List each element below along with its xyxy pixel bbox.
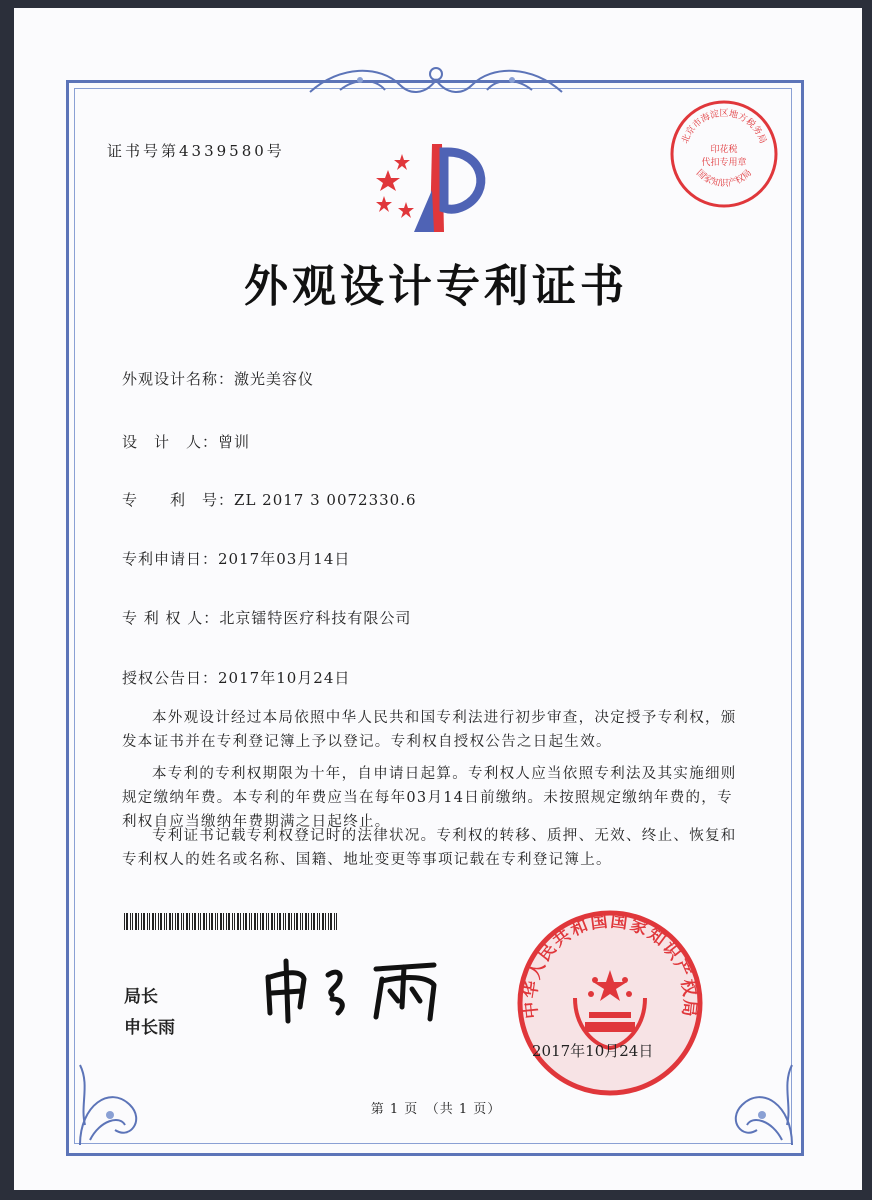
field-label: 专利申请日： xyxy=(122,550,219,568)
body-paragraph-3 xyxy=(122,824,737,872)
svg-text:国家知识产权局 xyxy=(694,167,754,189)
barcode-bar xyxy=(160,913,162,930)
barcode-bar xyxy=(249,913,250,930)
barcode-bar xyxy=(194,913,196,930)
field-patent-number xyxy=(122,489,417,510)
field-application-date xyxy=(122,548,350,569)
barcode-bar xyxy=(147,913,148,930)
field-label: 设 计 人： xyxy=(122,433,219,451)
barcode-bar xyxy=(311,913,312,930)
page-indicator: 第 1 页 （共 1 页） xyxy=(370,1102,502,1117)
barcode-bar xyxy=(215,913,216,930)
barcode-bar xyxy=(223,913,224,930)
barcode-bar xyxy=(305,913,307,930)
barcode-bar xyxy=(245,913,247,930)
barcode-bar xyxy=(277,913,278,930)
barcode-bar xyxy=(198,913,199,930)
field-label: 授权公告日： xyxy=(122,669,219,687)
barcode xyxy=(124,913,339,930)
barcode-bar xyxy=(313,913,315,930)
barcode-bar xyxy=(200,913,201,930)
barcode-bar xyxy=(226,913,227,930)
barcode-bar xyxy=(330,913,332,930)
barcode-bar xyxy=(262,913,264,930)
handwritten-signature xyxy=(258,955,448,1025)
patent-office-logo xyxy=(374,140,514,240)
barcode-bar xyxy=(211,913,213,930)
tax-stamp-bottom-text: 国家知识产权局 xyxy=(693,168,755,190)
barcode-bar xyxy=(209,913,210,930)
office-seal-text: 中华人民共和国国家知识产权局 xyxy=(520,911,700,1020)
barcode-bar xyxy=(138,913,139,930)
field-value: 2017年10月24日 xyxy=(218,669,351,687)
field-label: 专 利 权 人： xyxy=(122,609,220,627)
barcode-bar xyxy=(271,913,273,930)
barcode-bar xyxy=(279,913,281,930)
barcode-bar xyxy=(181,913,182,930)
barcode-bar xyxy=(143,913,145,930)
barcode-bar xyxy=(291,913,292,930)
barcode-bar xyxy=(192,913,193,930)
barcode-bar xyxy=(141,913,142,930)
barcode-bar xyxy=(183,913,184,930)
barcode-bar xyxy=(319,913,320,930)
barcode-bar xyxy=(172,913,173,930)
barcode-bar xyxy=(220,913,222,930)
body-paragraph-1 xyxy=(122,706,737,754)
field-label: 专 利 号： xyxy=(122,491,235,509)
barcode-bar xyxy=(308,913,309,930)
barcode-bar xyxy=(234,913,235,930)
barcode-bar xyxy=(254,913,256,930)
barcode-bar xyxy=(232,913,233,930)
barcode-bar xyxy=(243,913,244,930)
barcode-bar xyxy=(317,913,318,930)
barcode-bar xyxy=(164,913,165,930)
barcode-bar xyxy=(175,913,176,930)
barcode-bar xyxy=(274,913,275,930)
barcode-bar xyxy=(130,913,131,930)
barcode-bar xyxy=(177,913,179,930)
paragraph-line: 规定缴纳年费。本专利的年费应当在每年03月14日前缴纳。未按照规定缴纳年费的，专 xyxy=(122,790,733,806)
barcode-bar xyxy=(228,913,230,930)
field-value: 北京镭特医疗科技有限公司 xyxy=(219,609,412,627)
tax-stamp-mid1: 印花税 xyxy=(710,145,738,155)
barcode-bar xyxy=(203,913,205,930)
paragraph-line: 本外观设计经过本局依照中华人民共和国专利法进行初步审查，决定授予专利权，颁 xyxy=(152,710,737,726)
barcode-bar xyxy=(152,913,154,930)
certificate-title: 外观设计专利证书 xyxy=(244,261,628,312)
barcode-bar xyxy=(268,913,269,930)
barcode-bar xyxy=(257,913,258,930)
paragraph-line: 专利证书记载专利权登记时的法律状况。专利权的转移、质押、无效、终止、恢复和 xyxy=(152,828,737,844)
paragraph-line: 利权自应当缴纳年费期满之日起终止。 xyxy=(122,814,391,830)
barcode-bar xyxy=(135,913,137,930)
paragraph-line: 发本证书并在专利登记簿上予以登记。专利权自授权公告之日起生效。 xyxy=(122,734,612,750)
barcode-bar xyxy=(240,913,241,930)
barcode-bar xyxy=(155,913,156,930)
barcode-bar xyxy=(206,913,207,930)
barcode-bar xyxy=(322,913,324,930)
barcode-bar xyxy=(296,913,298,930)
barcode-bar xyxy=(334,913,335,930)
barcode-bar xyxy=(285,913,286,930)
barcode-bar xyxy=(126,913,128,930)
barcode-bar xyxy=(237,913,239,930)
field-grant-date xyxy=(122,667,350,688)
barcode-bar xyxy=(294,913,295,930)
tax-stamp-mid2: 代扣专用章 xyxy=(701,158,747,168)
issue-date: 2017年10月24日 xyxy=(532,1042,654,1060)
barcode-bar xyxy=(283,913,284,930)
paragraph-line: 本专利的专利权期限为十年，自申请日起算。专利权人应当依照专利法及其实施细则 xyxy=(152,766,737,782)
field-value: 激光美容仪 xyxy=(234,370,315,388)
barcode-bar xyxy=(251,913,252,930)
barcode-bar xyxy=(260,913,261,930)
barcode-bar xyxy=(124,913,125,930)
field-value: ZL 2017 3 0072330.6 xyxy=(234,491,417,509)
barcode-bar xyxy=(302,913,303,930)
field-patentee xyxy=(122,607,411,628)
field-value: 2017年03月14日 xyxy=(218,550,351,568)
top-scroll-ornament xyxy=(300,60,572,104)
barcode-bar xyxy=(336,913,337,930)
field-value: 曾训 xyxy=(218,433,251,451)
tax-stamp-seal xyxy=(668,98,780,210)
barcode-bar xyxy=(217,913,218,930)
tax-stamp-top-text: 北京市海淀区地方税务局 xyxy=(680,109,768,146)
office-seal xyxy=(515,908,705,1098)
barcode-bar xyxy=(166,913,167,930)
field-designer xyxy=(122,431,250,452)
certificate-number: 证书号第4339580号 xyxy=(107,142,285,160)
barcode-bar xyxy=(288,913,290,930)
barcode-bar xyxy=(169,913,171,930)
barcode-bar xyxy=(186,913,188,930)
barcode-bar xyxy=(158,913,159,930)
barcode-bar xyxy=(132,913,133,930)
signatory-role: 局长 xyxy=(124,987,158,1007)
field-label: 外观设计名称： xyxy=(122,370,235,388)
field-design-name xyxy=(122,368,314,389)
paragraph-line: 专利权人的姓名或名称、国籍、地址变更等事项记载在专利登记簿上。 xyxy=(122,852,612,868)
barcode-bar xyxy=(149,913,150,930)
barcode-bar xyxy=(189,913,190,930)
barcode-bar xyxy=(325,913,326,930)
barcode-bar xyxy=(300,913,301,930)
barcode-bar xyxy=(266,913,267,930)
signatory-name: 申长雨 xyxy=(124,1018,175,1038)
barcode-bar xyxy=(328,913,329,930)
